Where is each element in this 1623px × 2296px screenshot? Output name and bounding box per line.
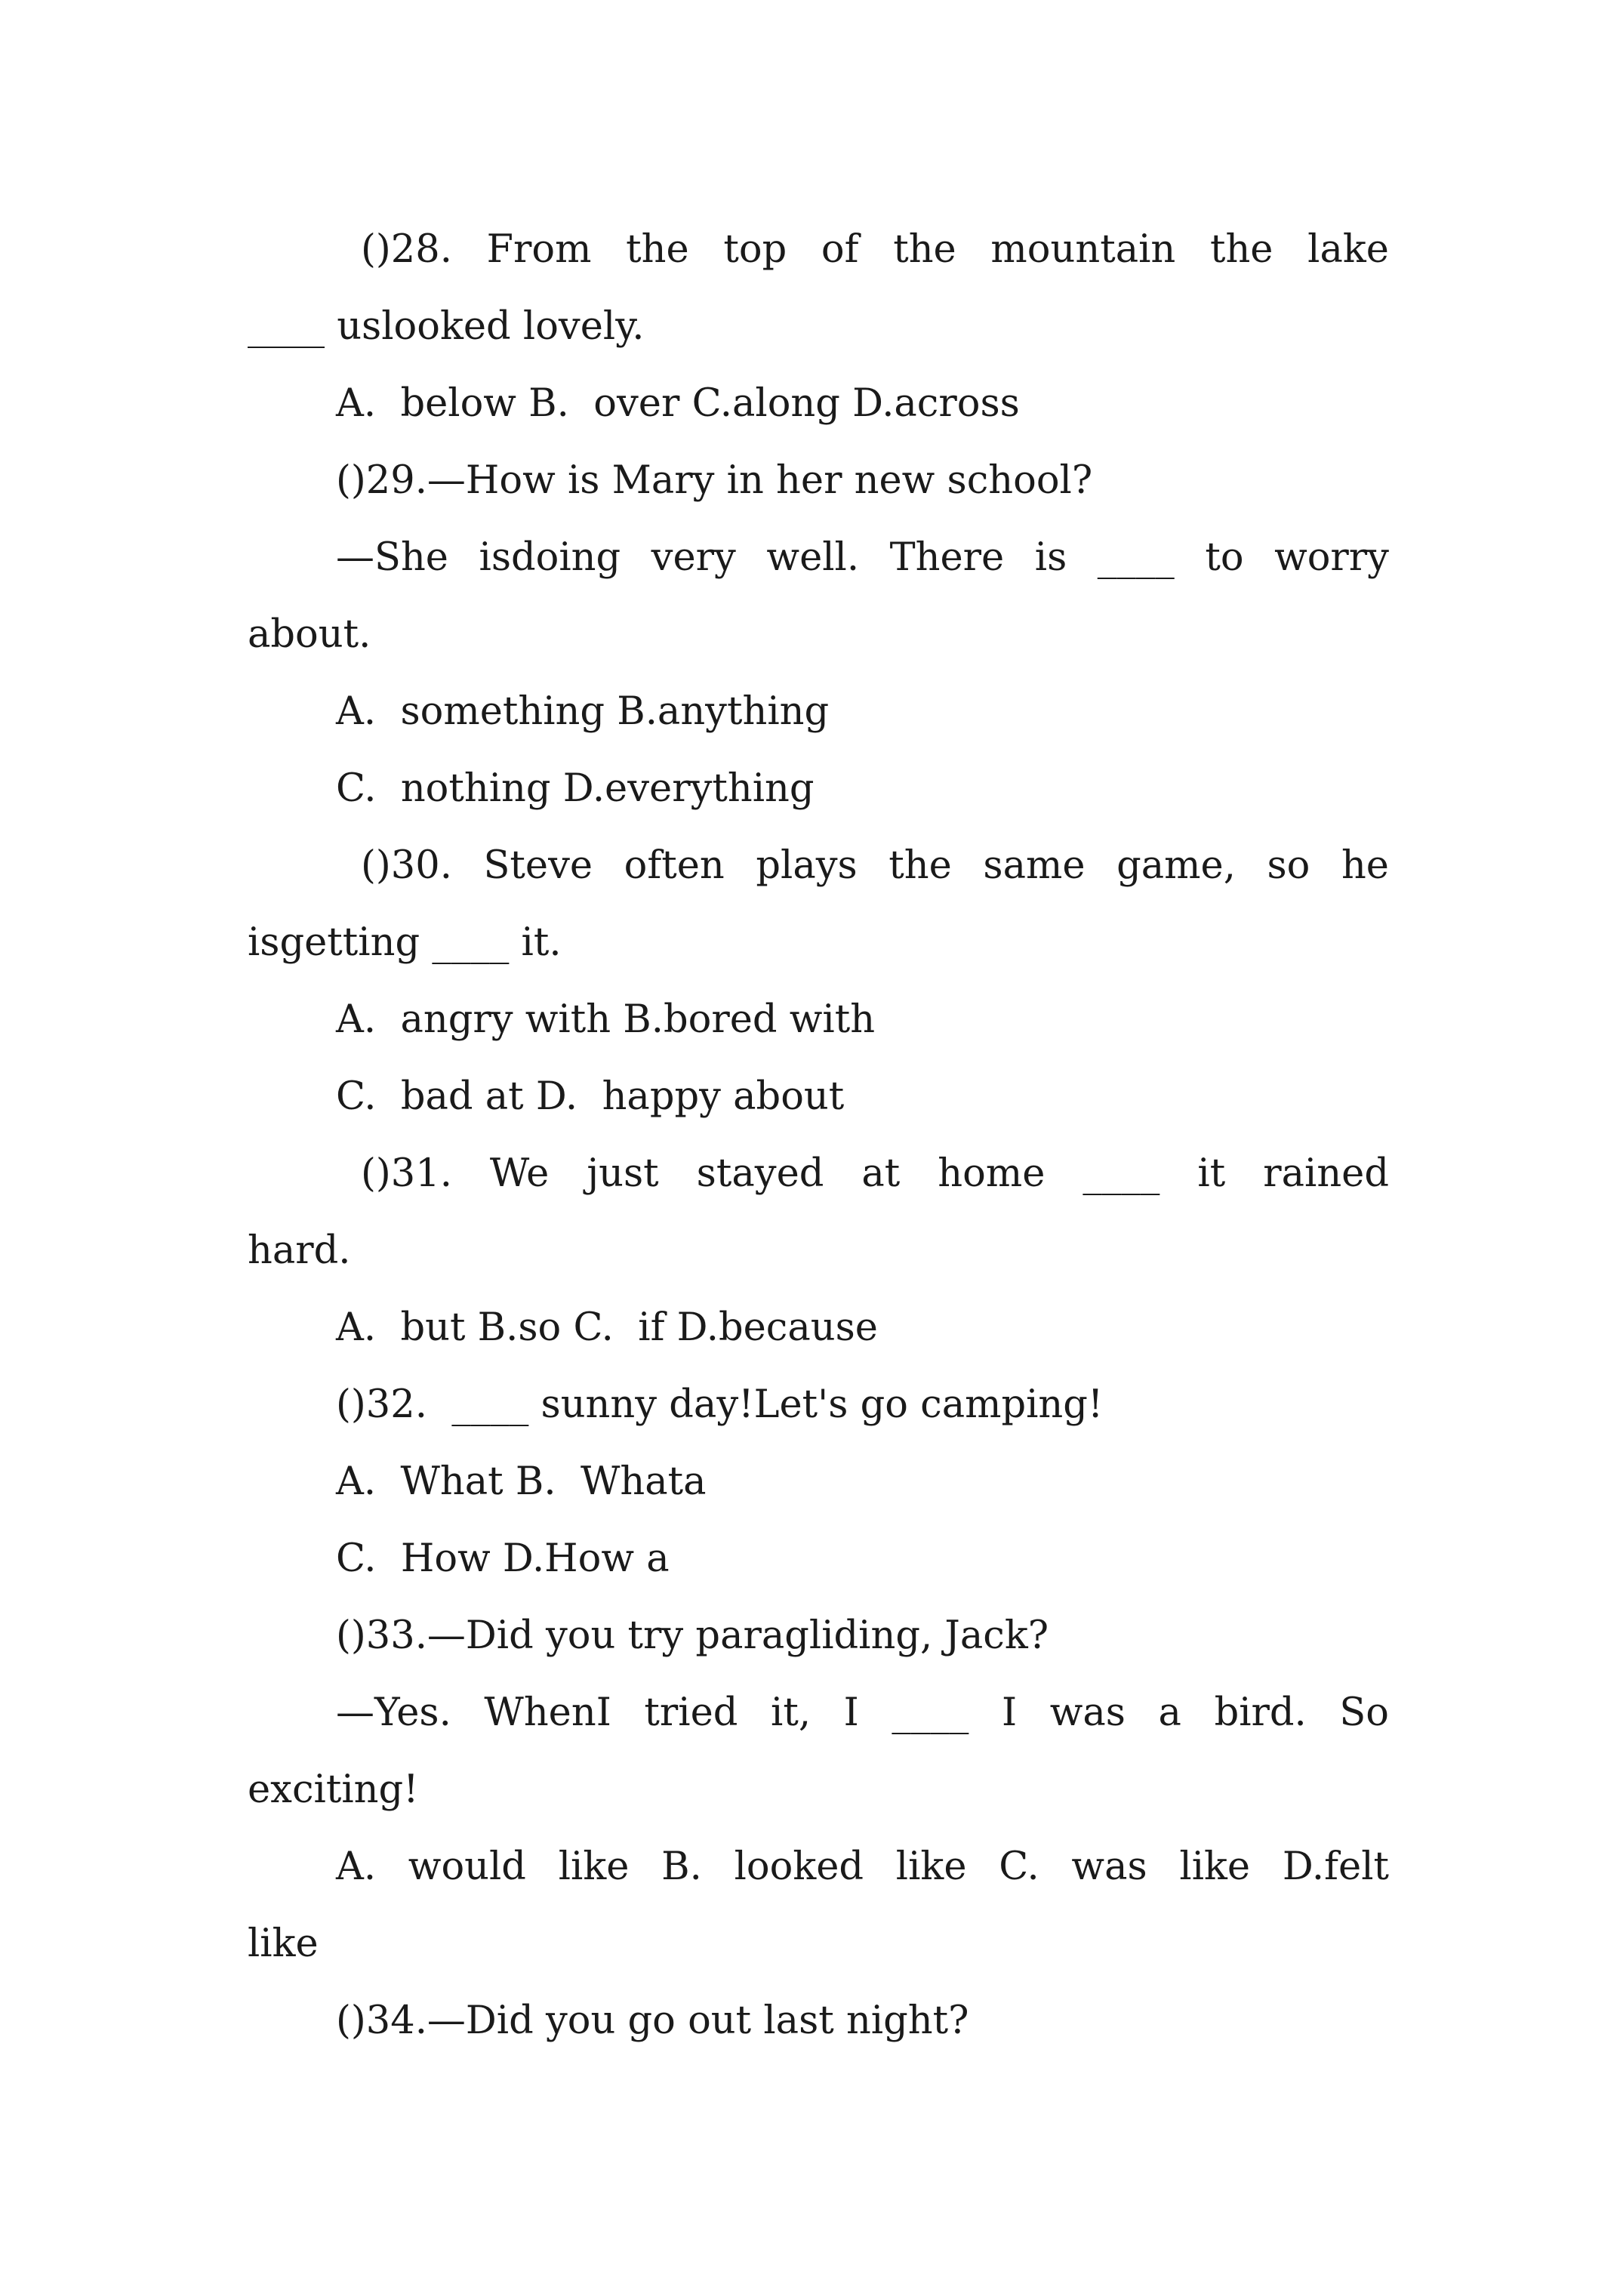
question-30-options-ab: A. angry with B.bored with (336, 997, 876, 1042)
question-33-answer-continued: exciting! (248, 1767, 419, 1812)
question-34-stem: ()34.—Did you go out last night? (336, 1999, 969, 2043)
question-29-options-cd: C. nothing D.everything (336, 766, 815, 811)
question-30-options-cd: C. bad at D. happy about (336, 1074, 845, 1119)
question-28-options: A. below B. over C.along D.across (336, 381, 1020, 426)
question-32-options-ab: A. What B. Whata (336, 1459, 707, 1504)
question-31-stem-continued: hard. (248, 1228, 351, 1273)
question-33-answer-line: —Yes. WhenI tried it, I ____ I was a bird. So (336, 1690, 1389, 1735)
question-30-stem-continued: isgetting ____ it. (248, 920, 562, 965)
question-32-options-cd: C. How D.How a (336, 1536, 670, 1581)
question-31-stem: ()31. We just stayed at home ____ it rained (361, 1151, 1389, 1196)
question-32-stem: ()32. ____ sunny day!Let's go camping! (336, 1382, 1104, 1427)
question-33-options-continued: like (248, 1922, 319, 1966)
question-29-options-ab: A. something B.anything (336, 689, 830, 734)
question-33-stem: ()33.—Did you try paragliding, Jack? (336, 1613, 1049, 1658)
exam-text (248, 211, 1389, 2060)
question-28-stem-continued: ____ uslooked lovely. (248, 304, 645, 349)
question-29-stem: ()29.—How is Mary in her new school? (336, 458, 1093, 503)
question-31-options: A. but B.so C. if D.because (336, 1305, 878, 1350)
question-33-options: A. would like B. looked like C. was like D.felt (336, 1845, 1389, 1889)
question-29-answer-continued: about. (248, 612, 371, 657)
question-30-stem: ()30. Steve often plays the same game, so he (361, 843, 1389, 888)
question-29-answer-line: —She isdoing very well. There is ____ to worry (336, 535, 1389, 580)
question-28-stem: ()28. From the top of the mountain the lake (361, 227, 1389, 272)
